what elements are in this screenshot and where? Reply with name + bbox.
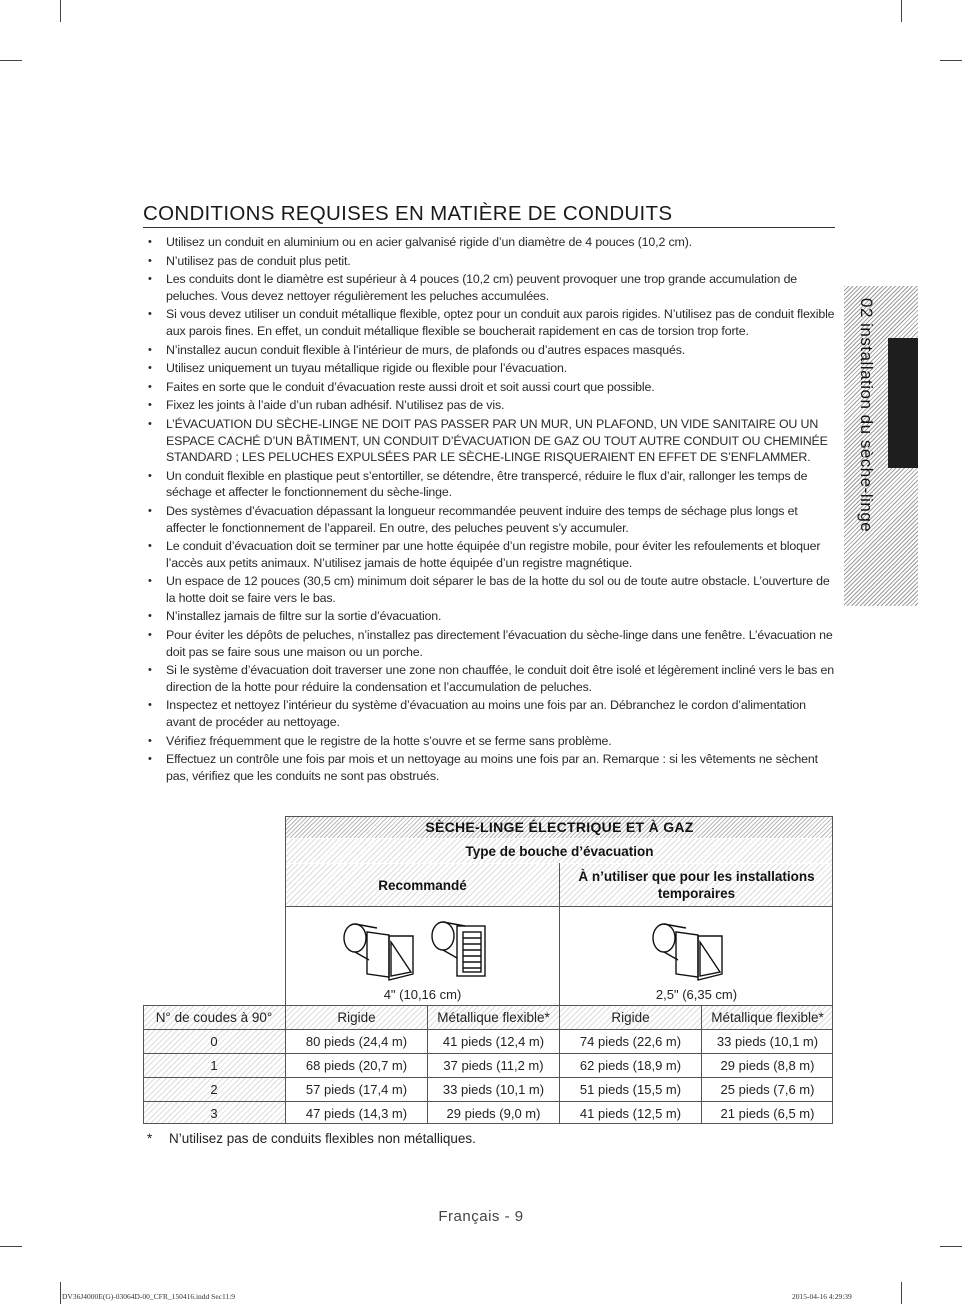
list-item: • N’installez aucun conduit flexible à l’intérieur de murs, de plafonds ou d’autres espaces masqués. (148, 342, 838, 359)
chapter-tab-label-wrap (846, 298, 886, 533)
col-header-rigid (286, 1005, 427, 1029)
col-header-elbows-text: N° de coudes à 90° (155, 1009, 273, 1025)
grid-line (285, 906, 833, 907)
page-title: CONDITIONS REQUISES EN MATIÈRE DE CONDUITS (143, 202, 835, 228)
col-header-flexible-temp-text: Métallique flexible* (711, 1009, 824, 1025)
list-item: • Inspectez et nettoyez l’intérieur du système d’évacuation au moins une fois par an. Débranchez le cordon d’alimentation avant de procéder au nettoyage. (148, 697, 838, 730)
grid-line (143, 1123, 833, 1124)
list-item: • N’installez jamais de filtre sur la sortie d’évacuation. (148, 608, 838, 625)
vent-hood-temporary-icon (648, 914, 738, 988)
list-item: • Un conduit flexible en plastique peut s’entortiller, se détendre, être transpercé, réduire le flux d’air, rallonger les temps de séchage et affecter le fonctionnement du sèche-linge. (148, 468, 838, 501)
crop-mark (901, 1282, 902, 1304)
footnote-mark: * (147, 1131, 153, 1146)
col-header-flexible-temp (702, 1005, 833, 1029)
flexible-cell: 37 pieds (11,2 m) (443, 1058, 544, 1073)
list-item: • L’ÉVACUATION DU SÈCHE-LINGE NE DOIT PAS PASSER PAR UN MUR, UN PLAFOND, UN VIDE SANITAIRE OU UN ESPACE CACHÉ D’UN BÂTIMENT, UN CONDUIT D’ÉVACUATION DE GAZ OU TOUT AUTRE CONDUIT OU CHEMINÉE STANDARD ; LES PELUCHES EXPULSÉES PAR LE SÈCHE-LINGE RISQUERAIENT EN EFFET DE S’ENFLAMMER. (148, 416, 838, 466)
imprint-file: DV36J4000E(G)-03064D-00_CFR_150416.indd Sec11:9 (62, 1292, 236, 1301)
size-recommended (286, 984, 559, 1004)
table-row (143, 1030, 833, 1053)
table-header-text: SÈCHE-LINGE ÉLECTRIQUE ET À GAZ (425, 819, 694, 835)
rigid-temp-cell: 51 pieds (15,5 m) (579, 1082, 682, 1097)
col-header-rigid-temp-text: Rigide (611, 1009, 650, 1025)
crop-mark (60, 1282, 61, 1304)
list-item: • Effectuez un contrôle une fois par mois et un nettoyage au moins une fois par an. Remarque : si les vêtements ne sèchent pas, vérifiez que les conduits ne sont pas obstrués. (148, 751, 838, 784)
flexible-cell: 29 pieds (9,0 m) (446, 1105, 541, 1121)
rigid-cell: 47 pieds (14,3 m) (305, 1105, 408, 1121)
col-header-flexible (428, 1005, 559, 1029)
list-item: • Fixez les joints à l’aide d’un ruban adhésif. N’utilisez pas de vis. (148, 397, 838, 414)
page-number: Français - 9 (438, 1208, 524, 1225)
crop-mark (901, 0, 902, 22)
grid-line (701, 1005, 702, 1124)
requirements-list (148, 234, 838, 786)
list-item: • Un espace de 12 pouces (30,5 cm) minimum doit séparer le bas de la hotte du sol ou de toute autre obstacle. L’ouverture de la hotte doit se faire vers le bas. (148, 573, 838, 606)
col-header-rigid-text: Rigide (337, 1009, 376, 1025)
size-temporary (560, 984, 833, 1004)
crop-mark (0, 60, 22, 61)
elbows-cell: 0 (143, 1030, 285, 1053)
list-item: • Utilisez un conduit en aluminium ou en acier galvanisé rigide d’un diamètre de 4 pouces (10,2 cm). (148, 234, 838, 251)
flexible-temp-cell: 29 pieds (8,8 m) (720, 1058, 815, 1073)
size-temporary-text: 2,5" (6,35 cm) (655, 986, 738, 1002)
grid-line (143, 1053, 833, 1054)
elbows-cell: 1 (143, 1054, 285, 1077)
list-item: • Vérifiez fréquemment que le registre de la hotte s’ouvre et se ferme sans problème. (148, 733, 838, 750)
list-item: • Des systèmes d’évacuation dépassant la longueur recommandée peuvent induire des temps de séchage plus longs et affecter le fonctionnement de l’appareil. En outre, des peluches peuvent s’y accumuler. (148, 503, 838, 536)
list-item: • Utilisez uniquement un tuyau métallique rigide ou flexible pour l’évacuation. (148, 360, 838, 377)
grid-line (143, 1077, 833, 1078)
crop-mark (940, 1246, 962, 1247)
list-item: • Pour éviter les dépôts de peluches, n’installez pas directement l’évacuation du sèche-linge dans une fenêtre. L’évacuation ne doit pas se faire sous une maison ou un porche. (148, 627, 838, 660)
list-item: • Le conduit d’évacuation doit se terminer par une hotte équipée d’un registre mobile, pour éviter les refoulements et bloquer l’accès aux petits animaux. N’utilisez jamais de hotte équipée d’un registre magnétique. (148, 538, 838, 571)
flexible-cell: 41 pieds (12,4 m) (442, 1034, 545, 1049)
grid-line (143, 1101, 833, 1102)
list-item: • Les conduits dont le diamètre est supérieur à 4 pouces (10,2 cm) peuvent provoquer une trop grande accumulation de peluches. Vous devez nettoyer régulièrement les peluches accumulées. (148, 271, 838, 304)
col-header-flexible-text: Métallique flexible* (437, 1009, 550, 1025)
col-header-elbows (143, 1005, 285, 1029)
table-row (143, 1078, 833, 1101)
rigid-cell: 57 pieds (17,4 m) (305, 1082, 408, 1097)
table-subheader-text: Type de bouche d’évacuation (465, 843, 654, 859)
list-item: • Faites en sorte que le conduit d’évacuation reste aussi droit et soit aussi court que possible. (148, 379, 838, 396)
table-row (143, 1102, 833, 1124)
chapter-tab-label: 02 installation du sèche-linge (857, 298, 876, 533)
imprint-date: 2015-04-16 4:29:39 (792, 1292, 852, 1301)
elbows-cell: 3 (143, 1102, 285, 1124)
grid-line (143, 1005, 833, 1006)
crop-mark (940, 60, 962, 61)
rigid-cell: 80 pieds (24,4 m) (305, 1034, 408, 1049)
footnote-text: N’utilisez pas de conduits flexibles non métalliques. (169, 1131, 476, 1146)
flexible-cell: 33 pieds (10,1 m) (442, 1082, 545, 1097)
table-header (286, 816, 833, 838)
list-item: • Si vous devez utiliser un conduit métallique flexible, optez pour un conduit aux parois rigides. N’utilisez pas de conduit flexible aux parois fines. En effet, un conduit métallique flexible se boucherait rapidement en cas de torsion trop forte. (148, 306, 838, 339)
elbows-cell: 2 (143, 1078, 285, 1101)
recommended-header-text: Recommandé (378, 877, 467, 893)
table-subheader (286, 839, 833, 863)
vent-hoods-recommended-icon (339, 914, 509, 988)
temporary-header (560, 864, 833, 906)
col-header-rigid-temp (560, 1005, 701, 1029)
crop-mark (0, 1246, 22, 1247)
rigid-temp-cell: 74 pieds (22,6 m) (579, 1034, 682, 1049)
rigid-temp-cell: 41 pieds (12,5 m) (579, 1105, 682, 1121)
rigid-cell: 68 pieds (20,7 m) (305, 1058, 408, 1073)
temporary-header-text: À n’utiliser que pour les installations temporaires (578, 869, 815, 901)
flexible-temp-cell: 21 pieds (6,5 m) (720, 1105, 815, 1121)
grid-line (285, 816, 833, 817)
grid-line (427, 1005, 428, 1124)
list-item: • N’utilisez pas de conduit plus petit. (148, 253, 838, 270)
duct-length-table (143, 816, 833, 1124)
table-row (143, 1054, 833, 1077)
table-footnote (147, 1131, 476, 1146)
grid-line (559, 863, 560, 1124)
crop-mark (60, 0, 61, 22)
flexible-temp-cell: 33 pieds (10,1 m) (716, 1034, 819, 1049)
grid-line (143, 1029, 833, 1030)
flexible-temp-cell: 25 pieds (7,6 m) (720, 1082, 815, 1097)
list-item: • Si le système d’évacuation doit traverser une zone non chauffée, le conduit doit être isolé et légèrement incliné vers le bas en direction de la hotte pour réduire la condensation et l’accumulation de peluches. (148, 662, 838, 695)
grid-line (143, 1005, 144, 1124)
rigid-temp-cell: 62 pieds (18,9 m) (579, 1058, 682, 1073)
chapter-tab-marker (888, 338, 918, 468)
size-recommended-text: 4" (10,16 cm) (383, 986, 462, 1002)
recommended-header (286, 864, 559, 906)
